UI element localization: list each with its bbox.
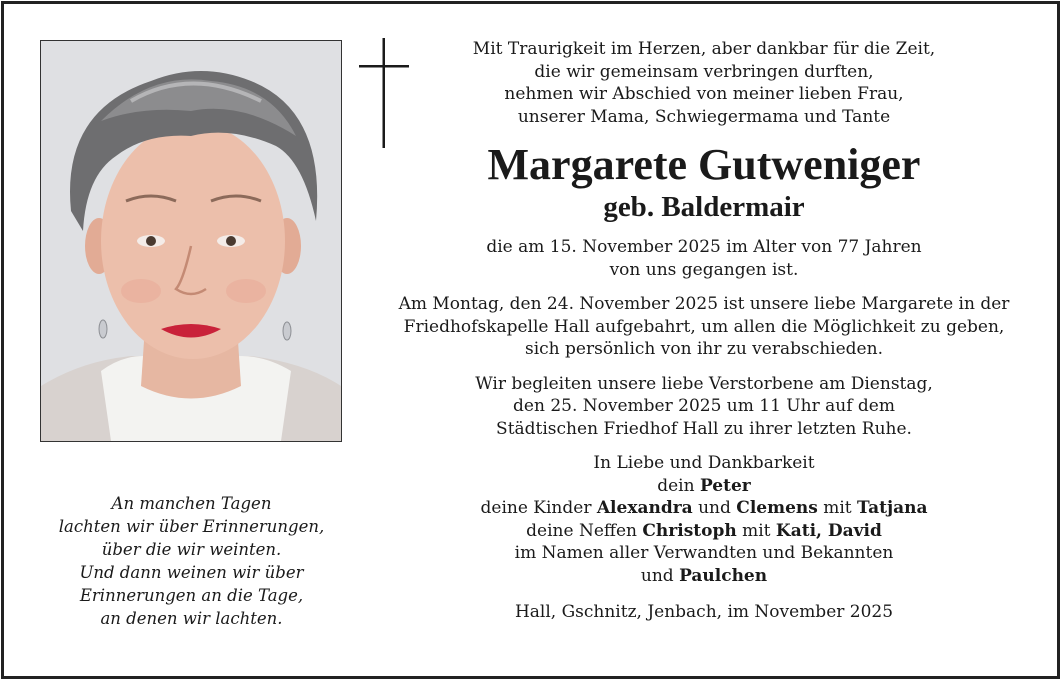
funeral-notice bbox=[379, 373, 1029, 441]
death-notice bbox=[379, 236, 1029, 281]
husband-name: Peter bbox=[699, 475, 751, 496]
place-date: Hall, Gschnitz, Jenbach, im November 2025 bbox=[514, 602, 894, 622]
poem-line: über die wir weinten. bbox=[101, 540, 282, 559]
partner-name: Tatjana bbox=[857, 498, 928, 518]
pet-name: Paulchen bbox=[679, 565, 768, 586]
portrait-photo bbox=[40, 40, 342, 442]
viewing-line: Friedhofskapelle Hall aufgebahrt, um allen die Möglichkeit zu geben, bbox=[403, 316, 1005, 337]
mourners-line: deine Neffen Christoph mit Kati, David bbox=[526, 520, 882, 541]
funeral-line: den 25. November 2025 um 11 Uhr auf dem bbox=[513, 396, 895, 416]
viewing-notice bbox=[379, 293, 1029, 361]
maiden-name: geb. Baldermair bbox=[603, 191, 805, 223]
mourners-line: In Liebe und Dankbarkeit bbox=[593, 453, 815, 473]
death-notice-line: die am 15. November 2025 im Alter von 77 Jahren bbox=[486, 237, 922, 257]
portrait-image bbox=[41, 41, 341, 441]
child-name: Clemens bbox=[736, 498, 818, 518]
mourners-line: im Namen aller Verwandten und Bekannten bbox=[514, 543, 894, 563]
poem-line: Und dann weinen wir über bbox=[79, 563, 304, 582]
poem-line: an denen wir lachten. bbox=[100, 609, 283, 628]
funeral-line: Städtischen Friedhof Hall zu ihrer letzten Ruhe. bbox=[496, 418, 912, 439]
intro-line: nehmen wir Abschied von meiner lieben Frau, bbox=[504, 84, 904, 104]
poem-line: An manchen Tagen bbox=[111, 494, 272, 513]
intro-text bbox=[379, 38, 1029, 128]
mourners-line: deine Kinder Alexandra und Clemens mit Tatjana bbox=[480, 498, 928, 518]
intro-line: die wir gemeinsam verbringen durften, bbox=[534, 61, 874, 82]
poem-line: lachten wir über Erinnerungen, bbox=[58, 517, 325, 536]
death-notice-line: von uns gegangen ist. bbox=[609, 259, 799, 280]
viewing-line: sich persönlich von ihr zu verabschieden. bbox=[525, 339, 883, 359]
poem-line: Erinnerungen an die Tage, bbox=[79, 586, 304, 605]
mourners-line: und Paulchen bbox=[640, 565, 768, 586]
deceased-name: Margarete Gutweniger bbox=[487, 140, 921, 189]
obituary-card bbox=[1, 1, 1060, 679]
child-name: Alexandra bbox=[596, 498, 693, 518]
mourners bbox=[379, 452, 1029, 587]
mourners-line: dein Peter bbox=[657, 475, 751, 496]
intro-line: unserer Mama, Schwiegermama und Tante bbox=[517, 106, 891, 127]
nephew-name: Christoph bbox=[642, 520, 737, 541]
funeral-line: Wir begleiten unsere liebe Verstorbene am Dienstag, bbox=[475, 373, 933, 394]
intro-line: Mit Traurigkeit im Herzen, aber dankbar für die Zeit, bbox=[472, 39, 936, 59]
poem bbox=[34, 492, 349, 630]
obituary-text bbox=[379, 38, 1029, 624]
viewing-line: Am Montag, den 24. November 2025 ist unsere liebe Margarete in der bbox=[398, 294, 1010, 314]
nephew-name: Kati, David bbox=[775, 520, 882, 541]
